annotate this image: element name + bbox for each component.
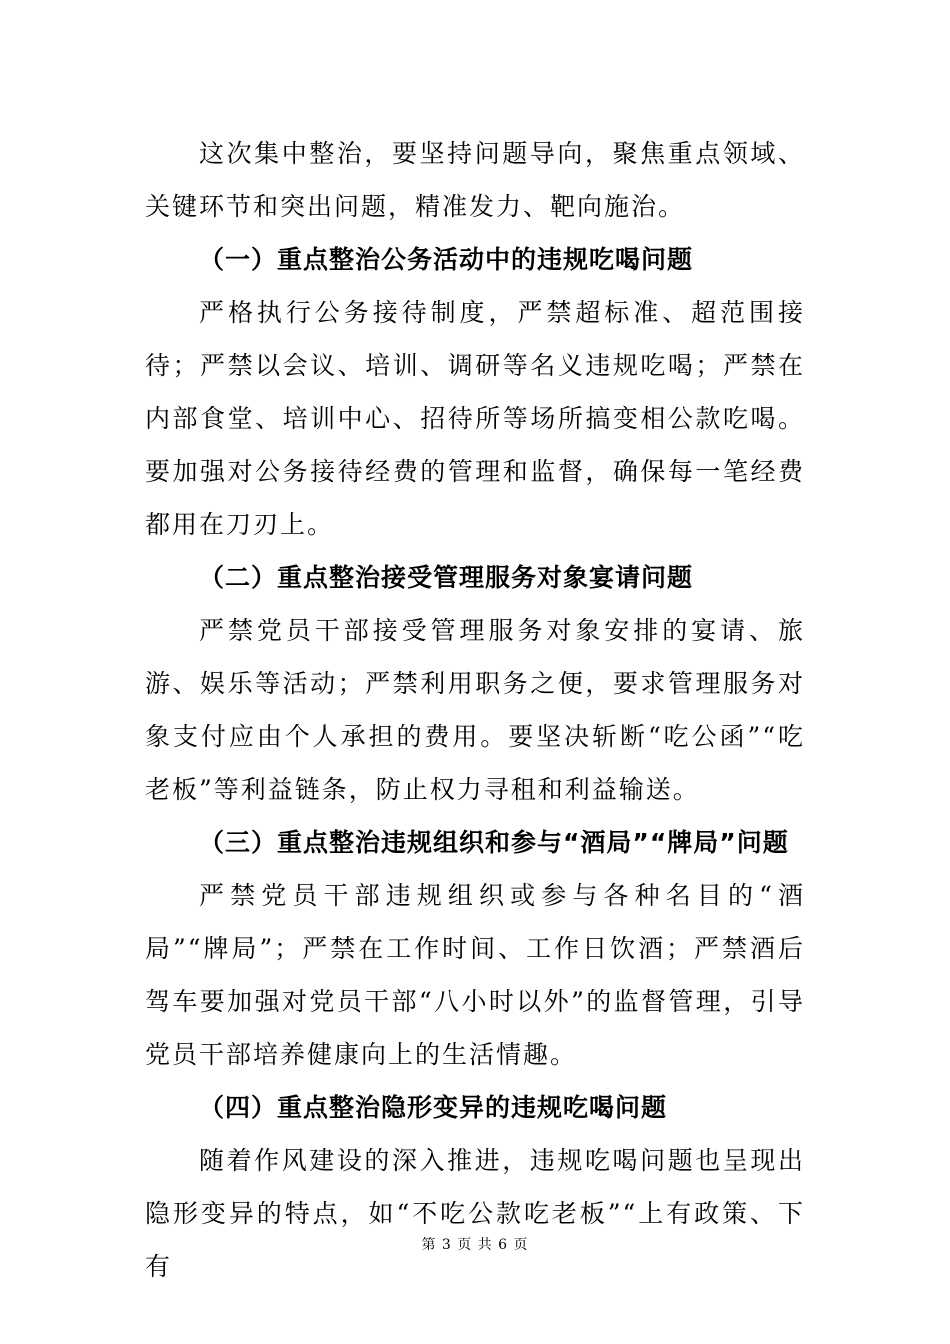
section-body-4: 随着作风建设的深入推进，违规吃喝问题也呈现出隐形变异的特点，如“不吃公款吃老板”“上有政策、下有 [145,1146,805,1281]
section-body-3: 严禁党员干部违规组织或参与各种名目的“酒局”“牌局”；严禁在工作时间、工作日饮酒；严禁酒后驾车要加强对党员干部“八小时以外”的监督管理，引导党员干部培养健康向上的生活情趣。 [145,881,805,1069]
section-heading-3: （三）重点整治违规组织和参与“酒局”“牌局”问题 [199,828,789,857]
document-body [145,127,805,1293]
section-body-1: 严格执行公务接待制度，严禁超标准、超范围接待；严禁以会议、培训、调研等名义违规吃喝；严禁在内部食堂、培训中心、招待所等场所搞变相公款吃喝。要加强对公务接待经费的管理和监督，确保每一笔经费都用在刀刃上。 [145,298,805,539]
intro-paragraph: 这次集中整治，要坚持问题导向，聚焦重点领域、关键环节和突出问题，精准发力、靶向施治。 [145,139,805,221]
section-heading-4: （四）重点整治隐形变异的违规吃喝问题 [199,1093,668,1122]
section-body-2: 严禁党员干部接受管理服务对象安排的宴请、旅游、娱乐等活动；严禁利用职务之便，要求管理服务对象支付应由个人承担的费用。要坚决斩断“吃公函”“吃老板”等利益链条，防止权力寻租和利益输送。 [145,616,805,804]
page-number-footer: 第 3 页 共 6 页 [421,1237,529,1253]
section-heading-1: （一）重点整治公务活动中的违规吃喝问题 [199,245,694,274]
section-heading-2: （二）重点整治接受管理服务对象宴请问题 [199,563,694,592]
